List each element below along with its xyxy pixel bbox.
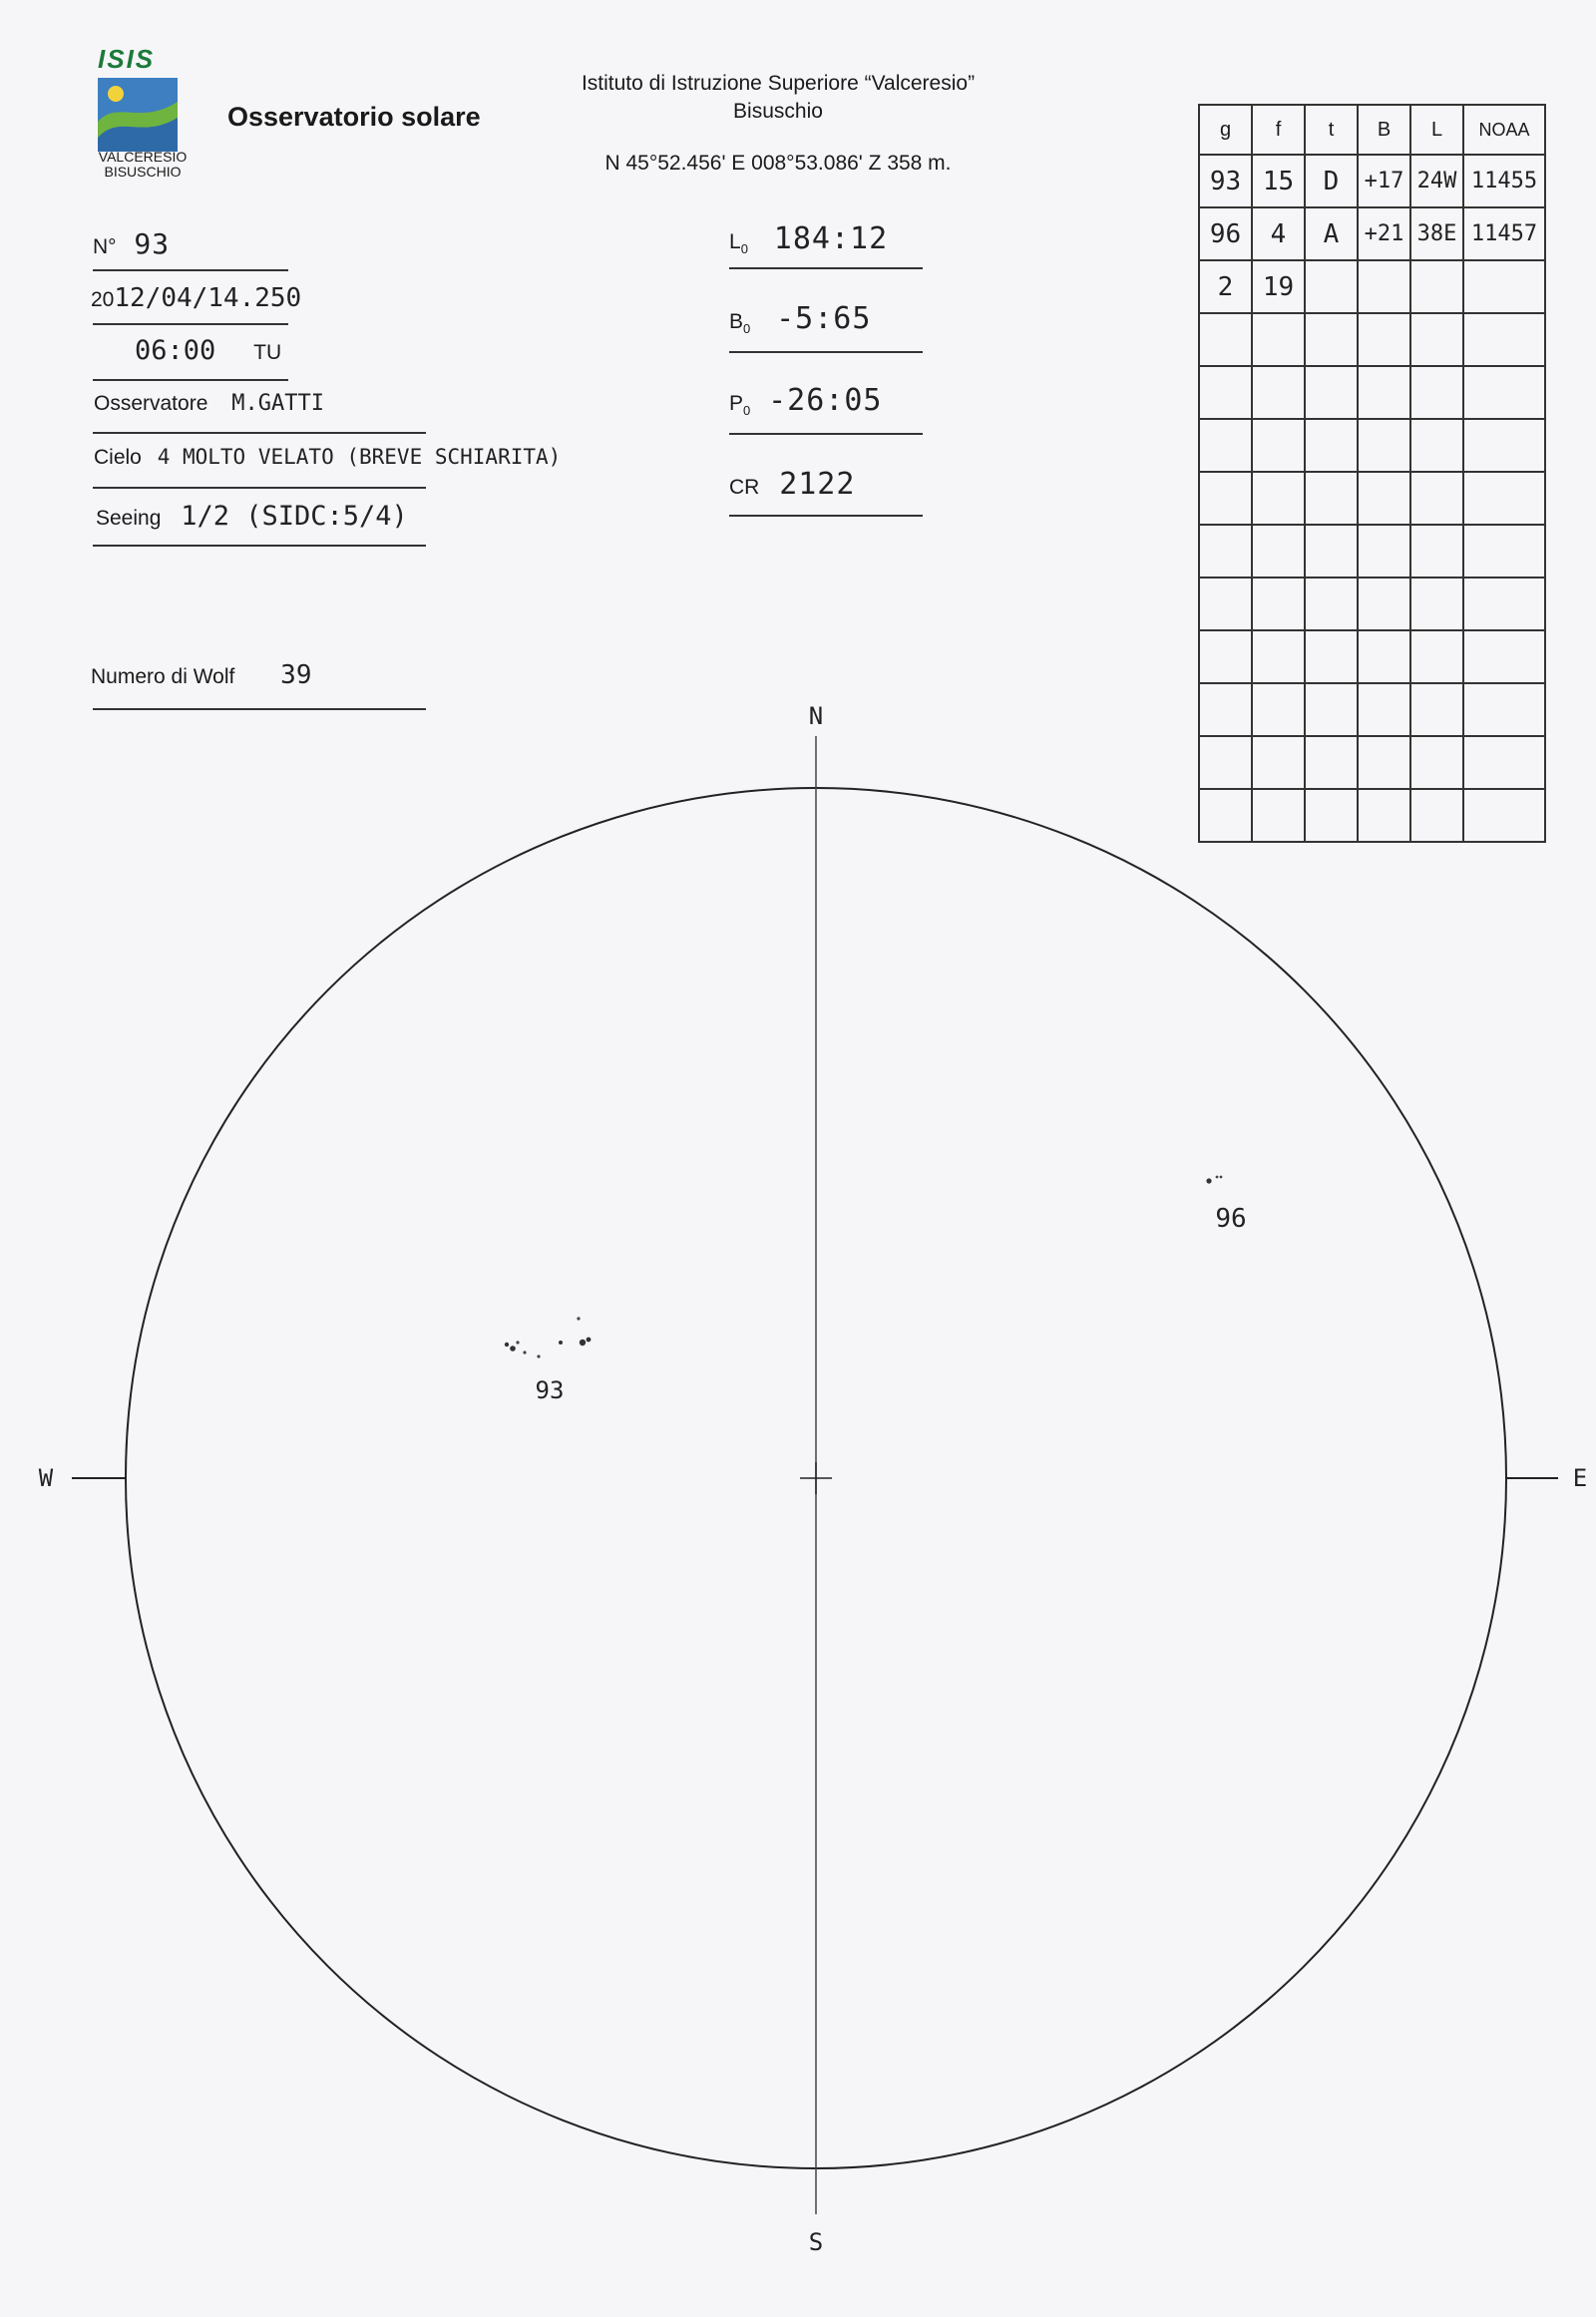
p0-label: $P_0$ [729,392,751,419]
observatory-coordinates: N 45°52.456' E 008°53.086' Z 358 m. [604,152,952,175]
table-cell: 96 [1199,207,1252,260]
table-cell: 2 [1199,260,1252,313]
number-label: N° [93,235,117,258]
logo-wordmark: ISIS [98,44,156,74]
cr-label: CR [729,476,760,499]
observatory-title: Osservatorio solare [227,102,481,132]
seeing-label: Seeing [96,507,162,530]
number-value: 93 [134,227,171,260]
logo-subtitle-line1: VALCERESIO [98,149,188,165]
sky-value: 4 MOLTO VELATO (BREVE SCHIARITA) [157,445,562,469]
table-cell: 4 [1252,207,1305,260]
west-label: W [38,1464,54,1492]
east-label: E [1572,1464,1588,1492]
b0-label: $B_0$ [729,310,751,337]
table-cell: 38E [1410,207,1463,260]
b0-value: -5:65 [776,301,872,336]
north-label: N [808,702,824,730]
table-cell: D [1305,155,1358,207]
time-value: 06:00 [135,335,216,366]
table-cell: 24W [1410,155,1463,207]
header-cell-noaa: NOAA [1463,105,1545,155]
school-name-line2: Bisuschio [733,100,823,123]
sky-label: Cielo [94,446,142,469]
header-cell-t: t [1305,105,1358,155]
time-unit: TU [253,341,282,364]
wolf-number-value: 39 [280,660,312,690]
wolf-number-label: Numero di Wolf [91,665,235,688]
header-cell-f: f [1252,105,1305,155]
cr-value: 2122 [779,467,856,502]
table-cell: +21 [1358,207,1410,260]
sunspot-group-96 [1206,1176,1246,1234]
table-cell: 11455 [1463,155,1545,207]
seeing-value: 1/2 (SIDC:5/4) [181,501,408,532]
p0-value: -26:05 [768,383,883,418]
observer-label: Osservatore [94,392,208,415]
date-value: 12/04/14.250 [114,283,302,313]
observer-value: M.GATTI [231,391,324,416]
table-cell: 93 [1199,155,1252,207]
table-cell: A [1305,207,1358,260]
school-name-line1: Istituto di Istruzione Superiore “Valceresio” [581,72,976,95]
header-cell-l: L [1410,105,1463,155]
table-cell: 19 [1252,260,1305,313]
logo-subtitle-line2: BISUSCHIO [104,164,182,180]
table-cell: 15 [1252,155,1305,207]
table-cell: 11457 [1463,207,1545,260]
table-cell: +17 [1358,155,1410,207]
l0-value: 184:12 [773,221,889,256]
header-cell-b: B [1358,105,1410,155]
header-cell-g: g [1199,105,1252,155]
date-prefix: 20 [91,288,115,311]
l0-label: $L_0$ [729,230,748,257]
sunspot-group-93 [505,1317,592,1404]
group-93-label: 93 [535,1376,565,1404]
south-label: S [808,2228,824,2256]
group-96-label: 96 [1215,1204,1247,1234]
